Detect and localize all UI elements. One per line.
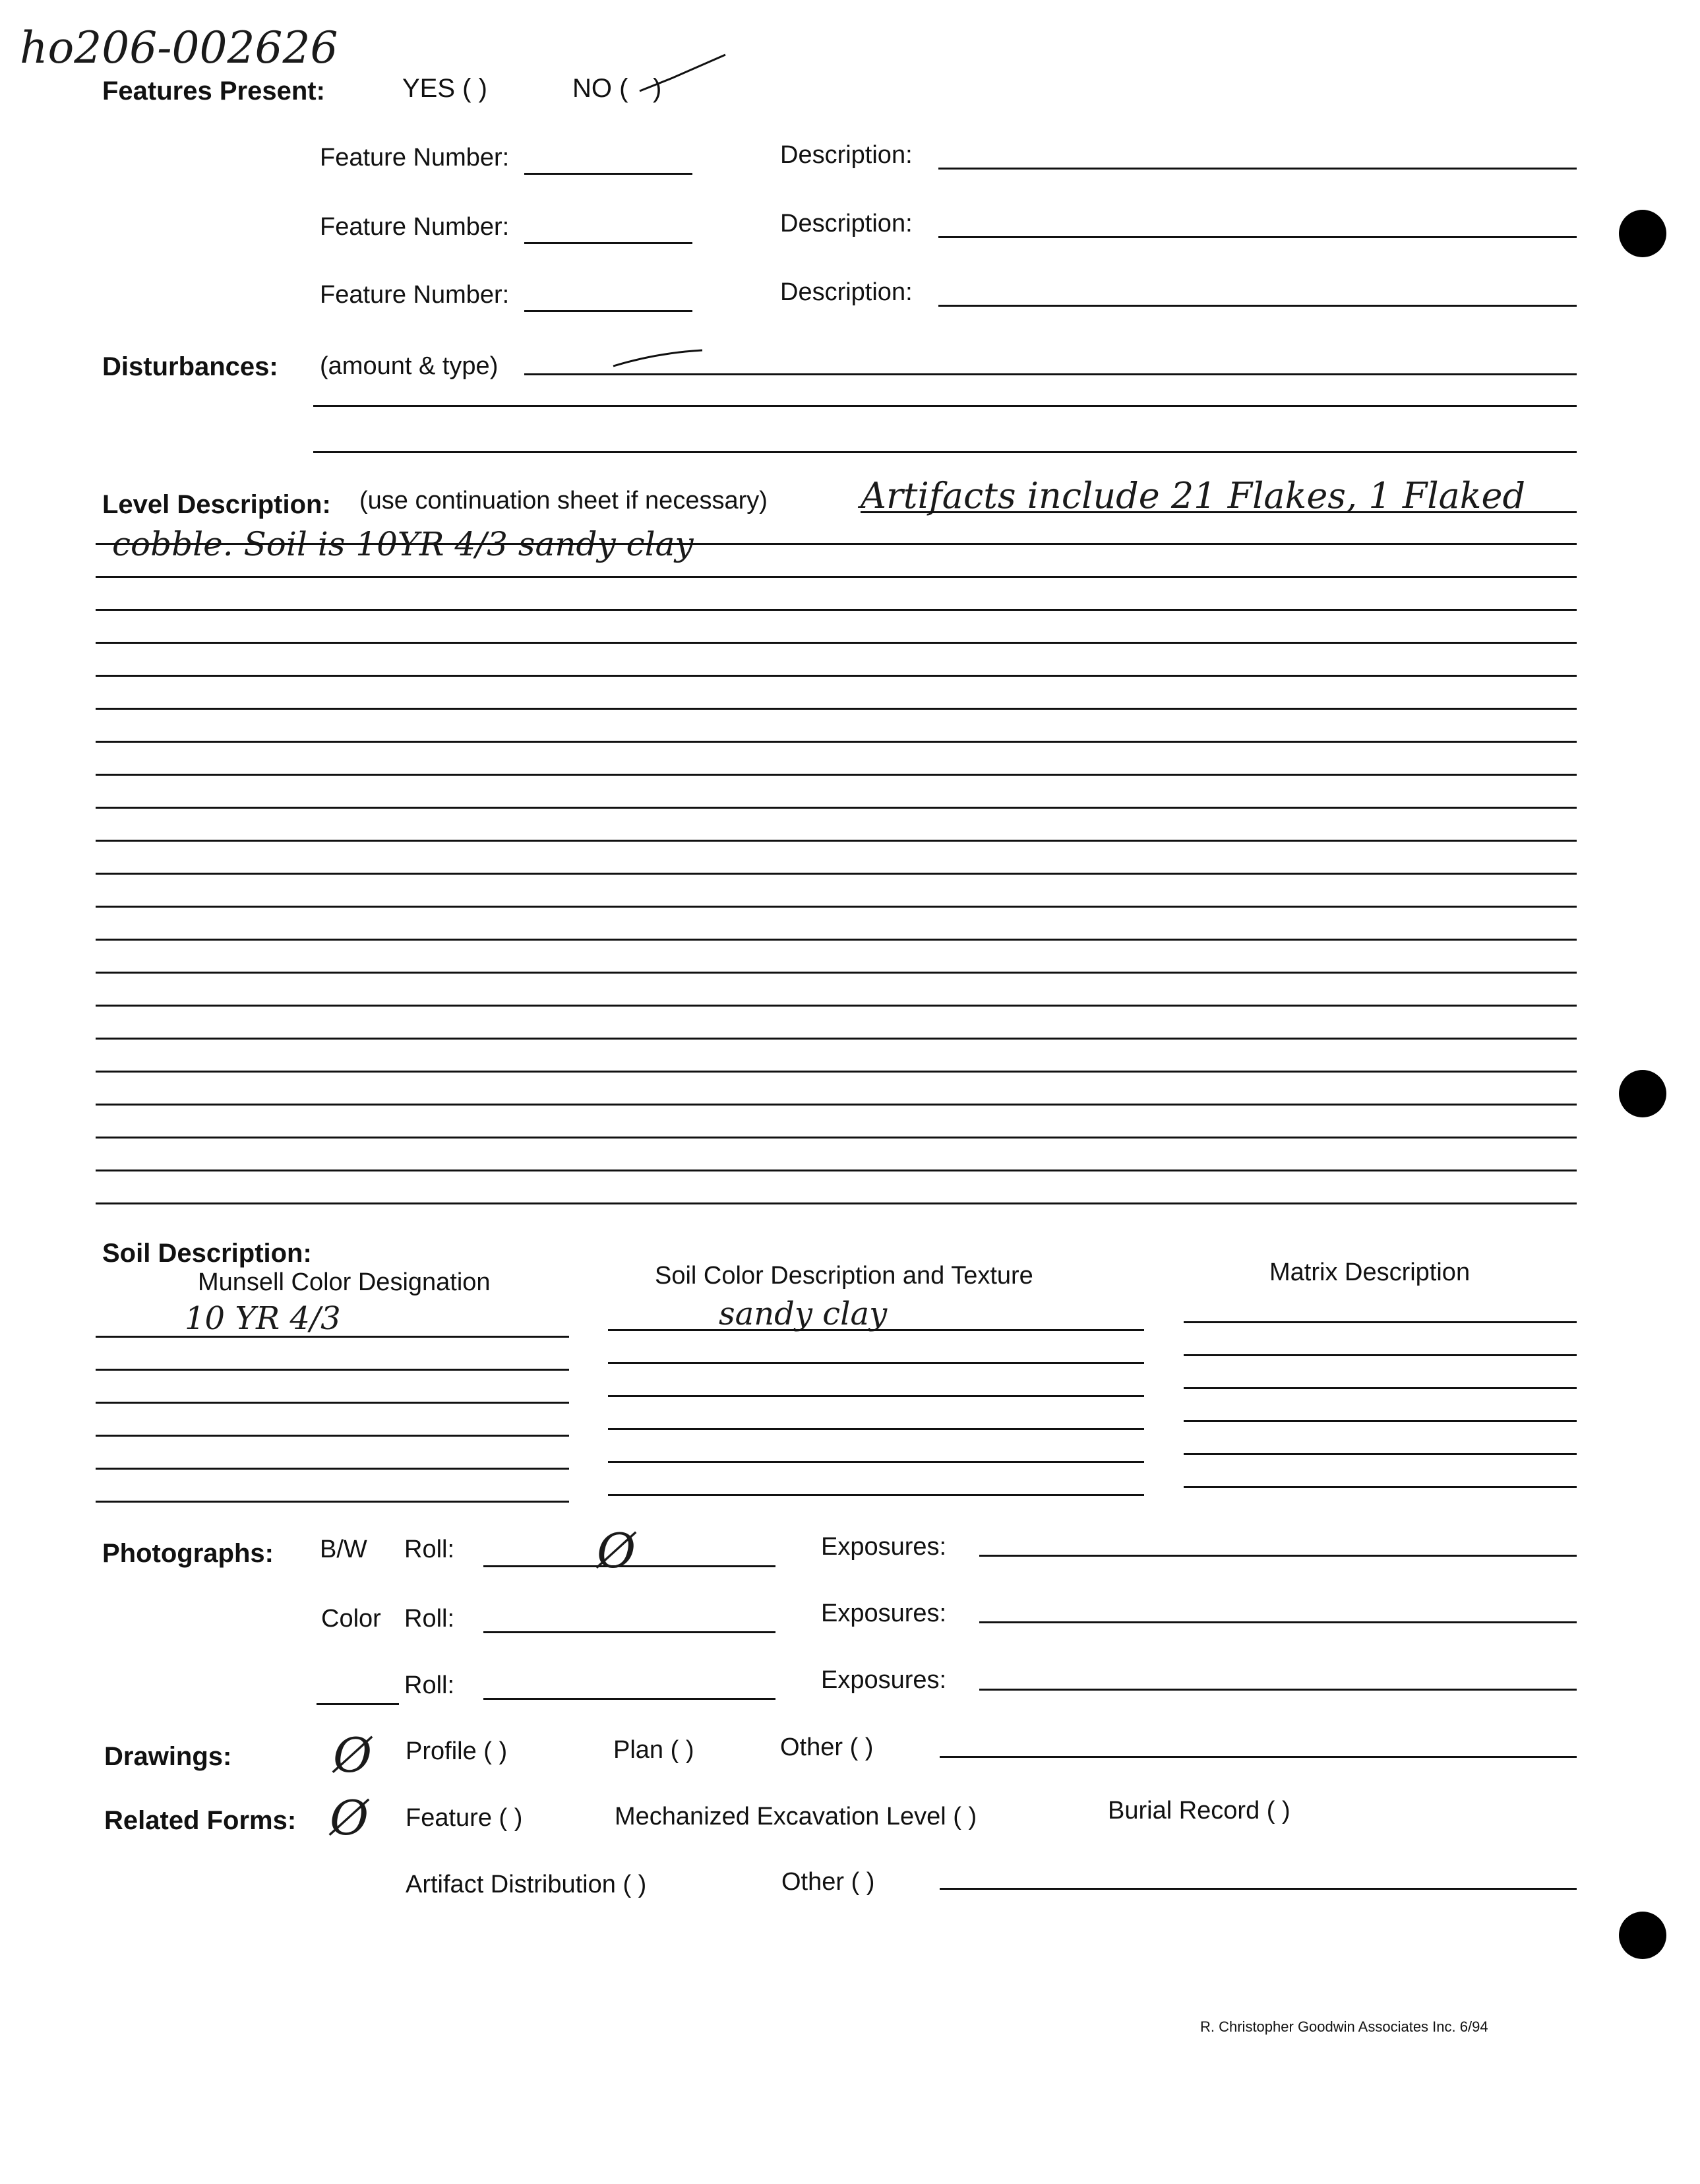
binder-hole-icon (1619, 1070, 1666, 1117)
feature-number-label: Feature Number: (320, 281, 510, 309)
features-present-label: Features Present: (102, 77, 325, 106)
disturbances-label: Disturbances: (102, 352, 278, 381)
features-yes-option[interactable]: YES ( ) (402, 74, 487, 103)
description-field[interactable] (938, 168, 1577, 170)
color-exposures-field[interactable] (979, 1621, 1577, 1623)
texture-handwritten-value: sandy clay (719, 1295, 888, 1332)
footer-credit: R. Christopher Goodwin Associates Inc. 6/94 (1200, 2018, 1488, 2035)
soil-description-label: Soil Description: (102, 1239, 312, 1268)
level-description-label: Level Description: (102, 490, 331, 519)
related-other-field[interactable] (940, 1888, 1577, 1890)
bw-exposures-label: Exposures: (821, 1533, 947, 1561)
description-label: Description: (780, 141, 913, 169)
color-roll-field[interactable] (483, 1631, 775, 1633)
artifact-distribution-option[interactable]: Artifact Distribution ( ) (406, 1871, 647, 1898)
other-exposures-label: Exposures: (821, 1666, 947, 1694)
munsell-column-header: Munsell Color Designation (198, 1268, 491, 1296)
other-roll-label: Roll: (404, 1671, 455, 1699)
feature-number-label: Feature Number: (320, 144, 510, 172)
description-field[interactable] (938, 305, 1577, 307)
level-handwriting-line-1: Artifacts include 21 Flakes, 1 Flaked (861, 475, 1526, 516)
mechanized-excavation-option[interactable]: Mechanized Excavation Level ( ) (615, 1803, 977, 1830)
feature-number-label: Feature Number: (320, 213, 510, 241)
checkmark-icon (633, 51, 732, 104)
binder-hole-icon (1619, 210, 1666, 257)
description-label: Description: (780, 210, 913, 237)
feature-number-field[interactable] (524, 242, 692, 244)
related-forms-label: Related Forms: (104, 1806, 297, 1835)
disturbances-hint: (amount & type) (320, 352, 499, 380)
level-handwriting-line-2: cobble. Soil is 10YR 4/3 sandy clay (112, 525, 694, 563)
drawings-label: Drawings: (104, 1742, 232, 1771)
disturbances-field[interactable] (524, 373, 1577, 375)
plan-option[interactable]: Plan ( ) (613, 1736, 694, 1764)
drawings-handwritten-mark: Ø (333, 1728, 373, 1783)
drawings-other-option[interactable]: Other ( ) (780, 1733, 874, 1761)
color-exposures-label: Exposures: (821, 1600, 947, 1627)
feature-form-option[interactable]: Feature ( ) (406, 1804, 523, 1832)
drawings-other-field[interactable] (940, 1756, 1577, 1758)
color-roll-label: Roll: (404, 1605, 455, 1633)
binder-hole-icon (1619, 1912, 1666, 1959)
munsell-handwritten-value: 10 YR 4/3 (185, 1300, 341, 1337)
bw-roll-label: Roll: (404, 1536, 455, 1563)
color-label: Color (321, 1605, 381, 1633)
disturbances-line-3[interactable] (313, 451, 1577, 453)
other-roll-field[interactable] (483, 1698, 775, 1700)
other-exposures-field[interactable] (979, 1689, 1577, 1691)
level-description-hint: (use continuation sheet if necessary) (359, 487, 768, 515)
document-id: ho206-002626 (20, 22, 338, 73)
feature-number-field[interactable] (524, 310, 692, 312)
profile-option[interactable]: Profile ( ) (406, 1737, 508, 1765)
features-no-option[interactable]: NO ( (572, 74, 628, 103)
feature-number-field[interactable] (524, 173, 692, 175)
bw-roll-handwritten-value: Ø (597, 1523, 636, 1578)
photographs-label: Photographs: (102, 1539, 274, 1568)
bw-label: B/W (320, 1536, 367, 1563)
burial-record-option[interactable]: Burial Record ( ) (1108, 1797, 1290, 1825)
matrix-column-header: Matrix Description (1269, 1259, 1471, 1286)
dash-mark-icon (610, 346, 709, 373)
features-no-option-close: ) (653, 74, 662, 103)
disturbances-line-2[interactable] (313, 405, 1577, 407)
related-forms-handwritten-mark: Ø (330, 1790, 369, 1846)
soil-color-column-header: Soil Color Description and Texture (655, 1262, 1033, 1290)
related-other-option[interactable]: Other ( ) (781, 1868, 875, 1896)
description-label: Description: (780, 278, 913, 306)
description-field[interactable] (938, 236, 1577, 238)
bw-exposures-field[interactable] (979, 1555, 1577, 1557)
other-film-type-field[interactable] (317, 1703, 399, 1705)
